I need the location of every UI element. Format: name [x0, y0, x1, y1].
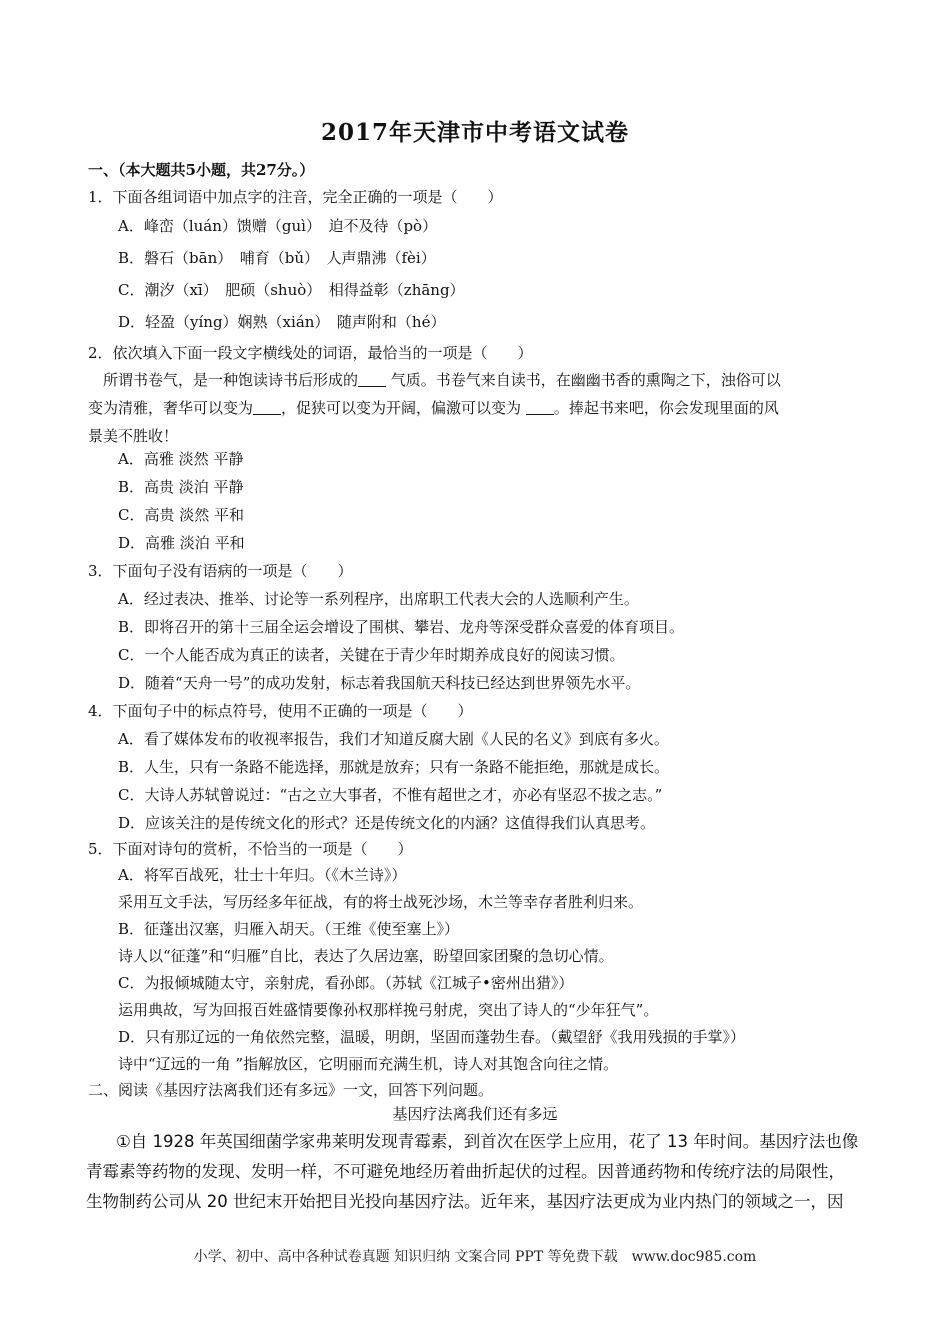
q3-option-c: C．一个人能否成为真正的读者，关键在于青少年时期养成良好的阅读习惯。: [118, 646, 625, 664]
q2-passage-text: 景美不胜收！: [88, 427, 179, 445]
q5-option-d: D．只有那辽远的一角依然完整，温暖，明朗，坚固而蓬勃生春。（戴望舒《我用残损的手掌》）: [118, 1028, 746, 1046]
q2-passage-text: 气质。书卷气来自读书，在幽幽书香的熏陶之下，浊俗可以: [390, 371, 781, 389]
article-paragraph-1: [86, 1127, 864, 1217]
q2-passage-text: 所谓书卷气，是一种饱读诗书后形成的: [88, 371, 359, 389]
q5-option-b-analysis: 诗人以“征蓬”和“归雁”自比，表达了久居边塞，盼望回家团聚的急切心情。: [118, 947, 614, 965]
q5-option-b: B．征蓬出汉塞，归雁入胡天。（王维《使至塞上》）: [118, 920, 460, 938]
q4-option-c: C．大诗人苏轼曾说过：“古之立大事者，不惟有超世之才，亦必有坚忍不拔之志。”: [118, 786, 663, 804]
blank-1: [358, 372, 386, 387]
blank-2: [253, 400, 281, 415]
q1-stem: 1．下面各组词语中加点字的注音，完全正确的一项是（ ）: [88, 188, 503, 206]
q3-option-d: D．随着“天舟一号”的成功发射，标志着我国航天科技已经达到世界领先水平。: [118, 674, 641, 692]
q5-option-c-analysis: 运用典故，写为回报百姓盛情要像孙权那样挽弓射虎，突出了诗人的“少年狂气”。: [118, 1001, 659, 1019]
blank-3: [526, 400, 554, 415]
q1-option-d: D．轻盈（yíng）娴熟（xián） 随声附和（hé）: [118, 313, 446, 331]
article-line: 青霉素等药物的发现、发明一样，不可避免地经历着曲折起伏的过程。因普通药物和传统疗法的局限性，: [86, 1162, 845, 1181]
q1-option-b: B．磐石（bān） 哺育（bǔ） 人声鼎沸（fèi）: [118, 249, 436, 267]
section2-header: 二、阅读《基因疗法离我们还有多远》一文，回答下列问题。: [88, 1081, 494, 1099]
q2-option-c: C．高贵 淡然 平和: [118, 506, 245, 524]
q5-stem: 5．下面对诗句的赏析，不恰当的一项是（ ）: [88, 840, 413, 858]
page-footer: 小学、初中、高中各种试卷真题 知识归纳 文案合同 PPT 等免费下载 www.doc985.com: [193, 1249, 757, 1265]
q4-option-a: A．看了媒体发布的收视率报告，我们才知道反腐大剧《人民的名义》到底有多火。: [118, 730, 669, 748]
q2-option-a: A．高雅 淡然 平静: [118, 450, 244, 468]
q2-passage-text: 。捧起书来吧，你会发现里面的风: [553, 399, 779, 417]
q2-stem: 2．依次填入下面一段文字横线处的词语，最恰当的一项是（ ）: [88, 344, 533, 362]
article-title: 基因疗法离我们还有多远: [392, 1105, 558, 1123]
q2-passage-text: 变为清雅，奢华可以变为: [88, 399, 254, 417]
q4-stem: 4．下面句子中的标点符号，使用不正确的一项是（ ）: [88, 702, 473, 720]
q3-option-a: A．经过表决、推举、讨论等一系列程序，出席职工代表大会的人选顺利产生。: [118, 590, 639, 608]
q5-option-a: A．将军百战死，壮士十年归。（《木兰诗》）: [118, 866, 407, 884]
q5-option-a-analysis: 采用互文手法，写历经多年征战，有的将士战死沙场，木兰等幸存者胜利归来。: [118, 893, 644, 911]
q2-passage-text: ，促狭可以变为开阔，偏激可以变为: [281, 399, 522, 417]
article-line: ①自 1928 年英国细菌学家弗莱明发现青霉素，到首次在医学上应用，花了 13 年时间。基因疗法也像: [116, 1132, 859, 1151]
q4-option-d: D．应该关注的是传统文化的形式？还是传统文化的内涵？这值得我们认真思考。: [118, 814, 656, 832]
q5-option-d-analysis: 诗中“辽远的一角 ”指解放区，它明丽而充满生机，诗人对其饱含向往之情。: [118, 1055, 619, 1073]
q1-option-a: A．峰峦（luán）馈赠（guì） 迫不及待（pò）: [118, 217, 438, 235]
q1-option-c: C．潮汐（xī） 肥硕（shuò） 相得益彰（zhāng）: [118, 281, 465, 299]
q3-option-b: B．即将召开的第十三届全运会增设了围棋、攀岩、龙舟等深受群众喜爱的体育项目。: [118, 618, 685, 636]
article-line: 生物制药公司从 20 世纪末开始把目光投向基因疗法。近年来，基因疗法更成为业内热门的领域之一，因: [86, 1192, 844, 1211]
q5-option-c: C．为报倾城随太守，亲射虎，看孙郎。（苏轼《江城子•密州出猎》）: [118, 974, 574, 992]
page-title: 2017年天津市中考语文试卷: [320, 119, 629, 146]
q2-passage: [88, 366, 864, 450]
q2-option-d: D．高雅 淡泊 平和: [118, 534, 245, 552]
q3-stem: 3．下面句子没有语病的一项是（ ）: [88, 562, 353, 580]
section1-header: 一、（本大题共5小题，共27分。）: [88, 161, 315, 179]
q2-option-b: B．高贵 淡泊 平静: [118, 478, 244, 496]
q4-option-b: B．人生，只有一条路不能选择，那就是放弃；只有一条路不能拒绝，那就是成长。: [118, 758, 670, 776]
